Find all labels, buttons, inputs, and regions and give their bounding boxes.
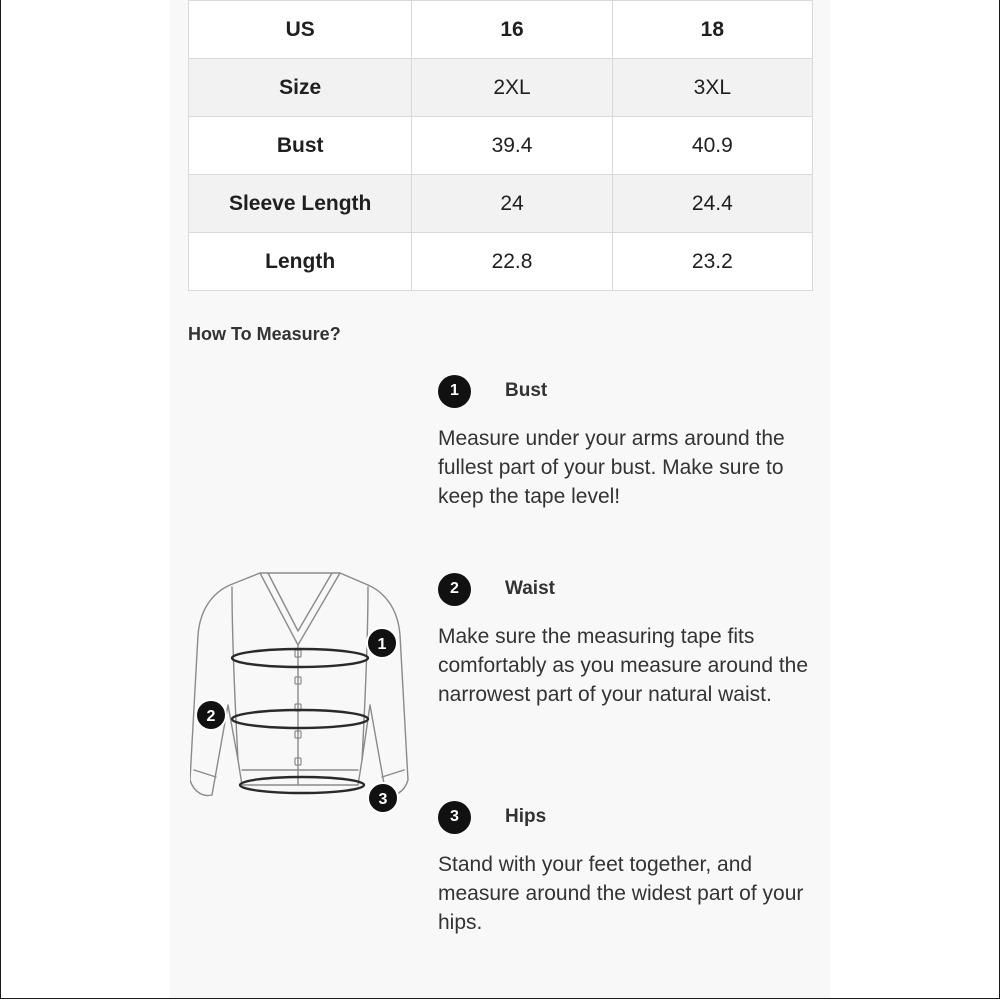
row-label: Bust [189, 117, 412, 175]
step-description: Measure under your arms around the fullest part of your bust. Make sure to keep the tape level! [438, 427, 785, 508]
header-cell: US [189, 1, 412, 59]
header-cell: 16 [412, 1, 612, 59]
step-description: Stand with your feet together, and measure around the widest part of your hips. [438, 853, 804, 934]
table-cell: 40.9 [612, 117, 812, 175]
row-label: Sleeve Length [189, 175, 412, 233]
marker-label: 3 [378, 791, 388, 808]
step-title: Waist [505, 578, 555, 599]
table-cell: 23.2 [612, 233, 812, 291]
how-to-measure-title: How To Measure? [188, 324, 341, 344]
step-description: Make sure the measuring tape fits comfortably as you measure around the narrowest part of your natural waist. [438, 625, 809, 706]
row-label: Size [189, 59, 412, 117]
table-cell: 24 [412, 175, 612, 233]
marker-label: 2 [206, 708, 216, 725]
marker-label: 1 [377, 636, 387, 653]
row-label: Length [189, 233, 412, 291]
step-number-badge: 1 [438, 375, 471, 408]
header-cell: 18 [612, 1, 812, 59]
table-cell: 24.4 [612, 175, 812, 233]
table-cell: 22.8 [412, 233, 612, 291]
table-cell: 3XL [612, 59, 812, 117]
step-number-badge: 3 [438, 801, 471, 834]
table-cell: 2XL [412, 59, 612, 117]
step-number-badge: 2 [438, 573, 471, 606]
table-cell: 39.4 [412, 117, 612, 175]
step-title: Hips [505, 806, 547, 827]
step-title: Bust [505, 380, 548, 401]
